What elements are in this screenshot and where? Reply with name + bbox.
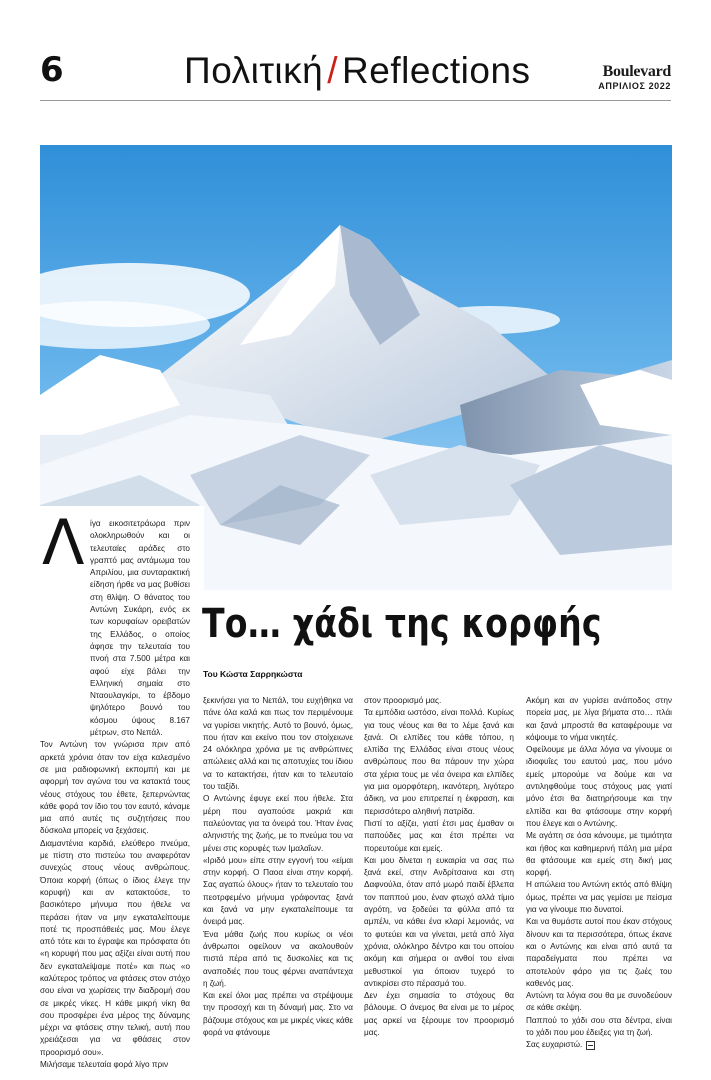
column-2 <box>203 695 353 1039</box>
section-politics: Πολιτική <box>184 50 324 91</box>
drop-cap: Λ <box>42 506 85 579</box>
paragraph: Και μου δίνεται η ευκαιρία να σας πω ξανά εκεί, στην Ανδρίτσαινα και στη Δαφνούλα, όταν από μωρό παιδί έβλεπα τον παππού μου, έναν φτωχό αλλά τίμιο αγρότη, να ξοδεύει τα φύλλα από τα αμπέλι, να κάθει ένα κλαρί λεμονιάς, να το φυτεύει και να γίνεται, μετά από λίγα χρόνια, ολόκληρο δέντρο και του οποίου ακόμη και σήμερα οι ανθοί του είναι μεθυστικοί για όποιον τυχερό το αντικρίσει στο πέρασμά του. <box>364 855 514 988</box>
section-slash: / <box>327 50 339 91</box>
section-title <box>184 50 531 92</box>
paragraph: Και να θυμάστε αυτοί που έκαν στόχους δίνουν και τα περισσότερα, όπως έκανε και ο Αντώνης και είναι από αυτά τα παραδείγματα που πρέπει να αποτελούν φάρο για τις ζωές του καθενός μας. <box>526 917 672 988</box>
paragraph: Μιλήσαμε τελευταία φορά λίγο πριν <box>40 1060 169 1070</box>
closing-text: Σας ευχαριστώ. <box>526 1040 583 1050</box>
paragraph: Ακόμη και αν γυρίσει ανάποδος στην πορεία μας, με λίγα βήματα στο… πλάι και ξανά μπροστά θα καταφέρουμε να κόψουμε το νήμα νικητές. <box>526 696 672 742</box>
column-1 <box>40 518 190 1071</box>
paragraph: Δεν έχει σημασία το στόχους θα βάλουμε. Ο άνεμος θα είναι με το μέρος μας αρκεί να ξέρουμε τον προορισμό μας. <box>364 991 514 1038</box>
paragraph: Και εκεί όλοι μας πρέπει να στρέψουμε την προσοχή και τη δύναμή μας. Στο να βάζουμε στόχους και με μικρές νίκες κάθε φορά να φτάνουμε <box>203 991 353 1038</box>
paragraph: Τα εμπόδια ωστόσο, είναι πολλά. Κυρίως για τους νέους και θα το λέμε ξανά και ξανά. Οι ελπίδες του κάθε τόπου, η ελπίδα της Ελλάδας είναι στους νέους ανθρώπους που θα πάρουν την χώρα στα χέρια τους με νέα όνειρα και ελπίδες για μια ομορφότερη, ικανότερη, λιγότερο άδικη, να μου επιτρεπεί η έκφραση, και περισσότερο αληθινή πατρίδα. <box>364 708 514 816</box>
header-rule <box>40 100 671 101</box>
page-number: 6 <box>40 50 64 90</box>
section-reflections: Reflections <box>342 50 531 91</box>
brand <box>598 64 671 92</box>
paragraph: Με αγάπη σε όσα κάνουμε, με τιμιότητα και ήθος και καθημερινή πάλη μια μέρα θα φτάσουμε και εμείς στη δική μας κορφή. <box>526 831 672 878</box>
byline: Του Κώστα Σαρρηκώστα <box>203 669 303 679</box>
lead-paragraph: ίγα εικοσιτετράωρα πριν ολοκληρωθούν και οι τελευταίες αράδες στο γραπτό μας αντάμωμα του Απριλίου, μια συνταρακτική είδηση ήρθε να μας βυθίσει στη θλίψη. Ο θάνατος του Αντώνη Συκάρη, ενός εκ των κορυφαίων ορειβατών της Ελλάδος, ο οποίος άφησε την τελευταία του πνοή στα 7.500 μέτρα και αφού είχε βάλει την Ελληνική σημαία στο Νταουλαγκίρι, το έβδομο ψηλότερο βουνό του κόσμου ύψους 8.167 μέτρων, στο Νεπάλ. <box>90 519 190 738</box>
column-4 <box>526 695 672 1052</box>
closing-line <box>526 1039 672 1051</box>
brand-logo: Boulevard <box>602 63 671 80</box>
column-3 <box>364 695 514 1039</box>
paragraph: Τον Αντώνη τον γνώρισα πριν από αρκετά χρόνια όταν τον είχα καλεσμένο σε μια ραδιοφωνική εκπομπή και με αφορμή τον αγώνα του να κατακτά τους νέους στόχους του έθετε, ξεπερνώντας κάθε φορά τον ίδιο του τον εαυτό, κάναμε μια από αυτές τις συζητήσεις που δύσκολα μπορείς να ξεχάσεις. <box>40 740 190 836</box>
end-mark-icon <box>586 1041 595 1050</box>
paragraph: στον προορισμό μας. <box>364 696 442 705</box>
paragraph: Διαμαντένια καρδιά, ελεύθερο πνεύμα, με πίστη στο πιστεύω του αναφερόταν συνεχώς στους νέους ανθρώπους. Όποια κορφή (όπως ο ίδιος έλεγε την κορυφή) και αν κατακτούσε, το βασικότερο μήνυμα που ήθελε να περάσει ήταν να μην εγκαταλείπουμε ποτέ τις προσπάθειές μας. Μου έλεγε από τότε και το έγραψε και πρόσφατα ότι «η κορυφή που μας αξίζει είναι αυτή που δεν εγκαταλείψαμε ποτέ» και πως «ο καλύτερος τρόπος να φτάσεις στον στόχο σου είναι να χωρίσεις την διαδρομή σου σε μικρές νίκες. Η κάθε μικρή νίκη θα σου προσφέρει ένα μέρος της δύναμης μέχρι να φτάσεις στην τελική, αυτή που χρειάζεσαι για να φθάσεις στον προορισμό σου». <box>40 838 190 1057</box>
paragraph: Ένα μάθα ζωής που κυρίως οι νέοι άνθρωποι οφείλουν να ακολουθούν πιστά πέρα από τις δυσκολίες και τις αναποδιές που τους φέρνει αναπάντεχα η ζωή. <box>203 929 353 988</box>
paragraph: «Ιριδό μου» είπε στην εγγονή του «είμαι στην κορφή. Ο Παοα είναι στην κορφή. Σας αγαπώ όλους» ήταν το τελευταίο του πεοτρφεμένο μήνυμα γράφοντας ξανά και ξανά να μην εγκαταλείπουμε τα όνειρά μας. <box>203 855 353 927</box>
paragraph: Οφείλουμε με άλλα λόγια να γίνουμε οι ιδιοφυΐες του εαυτού μας, που μόνο εμείς μπορούμε να δούμε και να αντιληφθούμε τους στόχους μας γιατί μόνο έτσι θα διατηρήσουμε και την ελπίδα και θα φτάσουμε στην κορφή που έλεγε και ο Αντώνης. <box>526 745 672 828</box>
paragraph: Ο Αντώνης έφυγε εκεί που ήθελε. Στα μέρη που αγαπούσε μακριά και παλεύοντας για τα όνειρά του. Ήταν ένας αληνιστής της ζωής, με το πνεύμα του να μένει στις κορυφές των Ιμαλαΐων. <box>203 794 353 853</box>
paragraph: ξεκινήσει για το Νεπάλ, του ευχήθηκα να πάνε όλα καλά και πως τον περιμένουμε να γυρίσει νικητής. Αυτό το βουνό, όμως, που ήταν και εκείνο που τον στοίχειωνε 24 ολόκληρα χρόνια με τις ανθρώπινες απώλειες αλλά και τις αποτυχίες του ίδιου να το κατακτήσει, ήταν και το τελευταίο του ταξίδι. <box>203 696 353 792</box>
paragraph: Η απώλεια του Αντώνη εκτός από θλίψη όμως, πρέπει να μας γεμίσει με πείσμα για να γίνουμε πιο δυνατοί. <box>526 880 672 915</box>
article-headline: Το… χάδι της κορφής <box>202 601 602 647</box>
issue-date: ΑΠΡΙΛΙΟΣ 2022 <box>598 81 671 91</box>
paragraph: Αντώνη τα λόγια σου θα με συνοδεύουν σε κάθε σκέψη. <box>526 991 672 1013</box>
paragraph: Πιστί το αξίζει, γιατί έτσι μας έμαθαν οι παπούδες μας και έτσι πρέπει να πορευτούμε και εμείς. <box>364 818 514 853</box>
paragraph: Παππού το χάδι σου στα δέντρα, είναι το χάδι που μου έδειξες για τη ζωή. <box>526 1015 672 1038</box>
